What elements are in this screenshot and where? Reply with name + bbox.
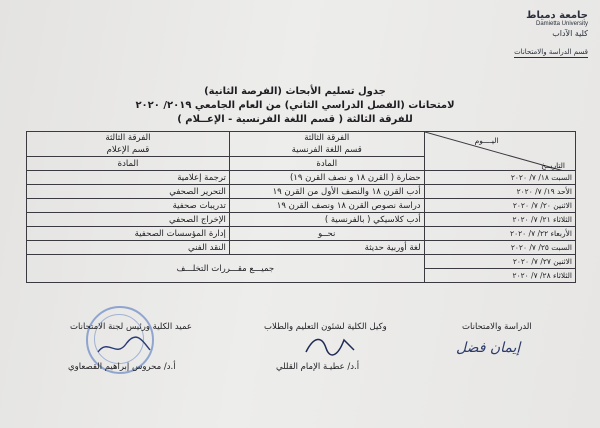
schedule-table (26, 131, 576, 283)
title-line-3: للفرقة الثالثة ( قسم اللغة الفرنسية - الإعــلام ) (177, 114, 413, 125)
exams-signature: إيمان فضل (456, 340, 521, 356)
french-subject: لغة أوربية حديثة (229, 241, 424, 255)
row-date: الأحد ١٩/ ٧/ ٢٠٢٠ (424, 185, 575, 199)
row-date: الثلاثاء ٢٨/ ٧/ ٢٠٢٠ (424, 269, 575, 283)
date-header: التاريــخ (541, 161, 565, 170)
french-group: الفرقة الثالثة (304, 133, 350, 143)
title-line-2: لامتحانات (الفصل الدراسي الثاني) من العام الجامعي ٢٠١٩/ ٢٠٢٠ (135, 100, 455, 111)
french-header (229, 132, 424, 157)
table-row (27, 255, 576, 269)
french-subject-header: المادة (229, 157, 424, 171)
media-subject: النقد الفني (27, 241, 230, 255)
dean-signature-scribble (96, 336, 152, 360)
title-line-1: جدول تسليم الأبحاث (الفرصة الثانية) (204, 86, 386, 97)
media-subject: ترجمة إعلامية (27, 171, 230, 185)
row-date: السبت ٢٥/ ٧/ ٢٠٢٠ (424, 241, 575, 255)
table-row (27, 171, 576, 185)
department-name: قسم الدراسة والامتحانات (514, 48, 588, 56)
media-subject: تدريبات صحفية (27, 199, 230, 213)
french-subject: دراسة نصوص القرن ١٨ ونصف القرن ١٩ (229, 199, 424, 213)
row-date: الاثنين ٢٧/ ٧/ ٢٠٢٠ (424, 255, 575, 269)
french-subject: أدب القرن ١٨ والنصف الأول من القرن ١٩ (229, 185, 424, 199)
table-row (27, 199, 576, 213)
dean-title: عميد الكلية ورئيس لجنة الامتحانات (70, 322, 192, 332)
french-subject: نحــو (229, 227, 424, 241)
french-subject: أدب كلاسيكي ( بالفرنسية ) (229, 213, 424, 227)
table-row (27, 227, 576, 241)
logo-mark: جامعة دمياط (526, 10, 588, 21)
vice-dean-signature-scribble (304, 332, 356, 358)
media-subject: التحرير الصحفي (27, 185, 230, 199)
row-date: الأربعاء ٢٢/ ٧/ ٢٠٢٠ (424, 227, 575, 241)
vice-dean-title: وكيل الكلية لشئون التعليم والطلاب (264, 322, 387, 332)
day-date-header-cell (424, 132, 575, 171)
dean-name: أ.د/ محروس إبراهيم القصعاوي (68, 362, 176, 372)
merged-subjects-cell: جميـــع مقـــررات التخلـــف (27, 255, 425, 283)
media-group: الفرقة الثالثة (105, 133, 151, 143)
table-row (27, 241, 576, 255)
row-date: الاثنين ٢٠/ ٧/ ٢٠٢٠ (424, 199, 575, 213)
day-header: اليــــوم (474, 136, 499, 145)
table-row (27, 185, 576, 199)
row-date: الثلاثاء ٢١/ ٧/ ٢٠٢٠ (424, 213, 575, 227)
media-subject-header: المادة (27, 157, 230, 171)
media-subject: الإخراج الصحفي (27, 213, 230, 227)
university-logo (488, 10, 588, 58)
french-subject: حضارة ( القرن ١٨ و نصف القرن ١٩) (229, 171, 424, 185)
table-row (27, 213, 576, 227)
exams-title: الدراسة والامتحانات (462, 322, 532, 332)
media-header (27, 132, 230, 157)
row-date: السبت ١٨/ ٧/ ٢٠٢٠ (424, 171, 575, 185)
media-dept: قسم الإعلام (106, 145, 150, 155)
french-dept: قسم اللغة الفرنسية (291, 145, 362, 155)
faculty-name: كلية الآداب (552, 29, 588, 38)
vice-dean-name: أ.د/ عطيـة الإمام القللي (276, 362, 360, 372)
media-subject: إدارة المؤسسات الصحفية (27, 227, 230, 241)
logo-english: Damietta University (535, 21, 588, 27)
